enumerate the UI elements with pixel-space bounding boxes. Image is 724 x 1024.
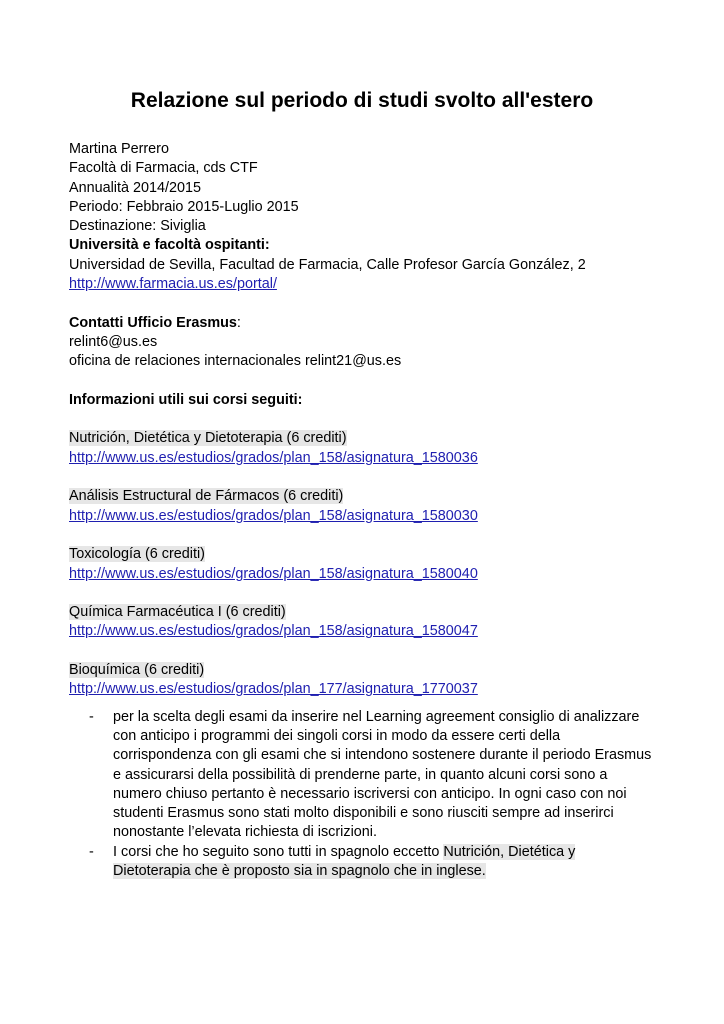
academic-year: Annualità 2014/2015	[69, 179, 202, 196]
course-url-link[interactable]: http://www.us.es/estudios/grados/plan_158/asignatura_1580030	[69, 507, 478, 524]
host-address: Universidad de Sevilla, Facultad de Farmacia, Calle Profesor García González, 2	[69, 256, 586, 273]
contacts-colon: :	[236, 314, 241, 331]
document-body	[69, 140, 669, 881]
bullet-highlight-text: Dietoterapia che è proposto sia in spagnolo che in inglese.	[113, 862, 486, 879]
course-item	[69, 487, 669, 526]
bullet-line: numero chiuso pertanto è necessario iscriversi con anticipo. In ogni caso con noi	[113, 785, 627, 802]
course-name: Toxicología (6 crediti)	[69, 546, 205, 563]
course-url-link[interactable]: http://www.us.es/estudios/grados/plan_158/asignatura_1580036	[69, 449, 478, 466]
course-item	[69, 429, 669, 468]
course-url-link[interactable]: http://www.us.es/estudios/grados/plan_177/asignatura_1770037	[69, 681, 478, 698]
course-name: Análisis Estructural de Fármacos (6 crediti)	[69, 488, 344, 505]
course-item	[69, 603, 669, 642]
bullet-line	[113, 862, 673, 881]
contacts-heading-line	[69, 314, 669, 333]
destination: Destinazione: Siviglia	[69, 218, 206, 235]
bullet-dash: -	[89, 843, 94, 860]
course-item	[69, 545, 669, 584]
bullet-text	[113, 843, 673, 882]
contact-email-1: relint6@us.es	[69, 333, 158, 350]
bullet-dash: -	[89, 708, 94, 725]
host-url-link[interactable]: http://www.farmacia.us.es/portal/	[69, 276, 277, 293]
contacts-heading: Contatti Ufficio Erasmus	[69, 314, 237, 331]
course-item	[69, 661, 669, 700]
course-name: Bioquímica (6 crediti)	[69, 662, 205, 679]
list-item	[69, 708, 669, 843]
bullet-line: studenti Erasmus sono stati molto disponibili e sono riusciti sempre ad inserirci	[113, 805, 614, 822]
bullet-line	[113, 843, 673, 862]
contact-email-2: oficina de relaciones internacionales relint21@us.es	[69, 353, 402, 370]
document-title: Relazione sul periodo di studi svolto all'estero	[130, 89, 594, 112]
course-url-link[interactable]: http://www.us.es/estudios/grados/plan_158/asignatura_1580047	[69, 623, 478, 640]
bullet-line: e assicurarsi della possibilità di prenderne parte, in quanto alcuni corsi sono a	[113, 766, 608, 783]
bullet-line: con anticipo i programmi dei singoli corsi in modo da essere certi della	[113, 727, 561, 744]
course-url-link[interactable]: http://www.us.es/estudios/grados/plan_158/asignatura_1580040	[69, 565, 478, 582]
host-heading: Università e facoltà ospitanti:	[69, 237, 270, 254]
student-name: Martina Perrero	[69, 141, 169, 157]
bullet-text	[113, 708, 673, 843]
list-item	[69, 843, 669, 882]
course-name: Nutrición, Dietética y Dietoterapia (6 crediti)	[69, 430, 347, 447]
bullet-line: per la scelta degli esami da inserire nel Learning agreement consiglio di analizzare	[113, 708, 640, 725]
bullet-line: nonostante l’elevata richiesta di iscrizioni.	[113, 824, 377, 841]
courses-heading: Informazioni utili sui corsi seguiti:	[69, 391, 303, 408]
study-period: Periodo: Febbraio 2015-Luglio 2015	[69, 198, 299, 215]
bullet-plain-text: I corsi che ho seguito sono tutti in spagnolo eccetto	[113, 843, 444, 860]
bullet-line: corrispondenza con gli esami che si intendono sostenere durante il periodo Erasmus	[113, 747, 652, 764]
faculty: Facoltà di Farmacia, cds CTF	[69, 160, 258, 177]
bullet-highlight-text: Nutrición, Dietética y	[443, 843, 576, 860]
course-name: Química Farmacéutica I (6 crediti)	[69, 604, 286, 621]
advice-list	[69, 708, 669, 882]
